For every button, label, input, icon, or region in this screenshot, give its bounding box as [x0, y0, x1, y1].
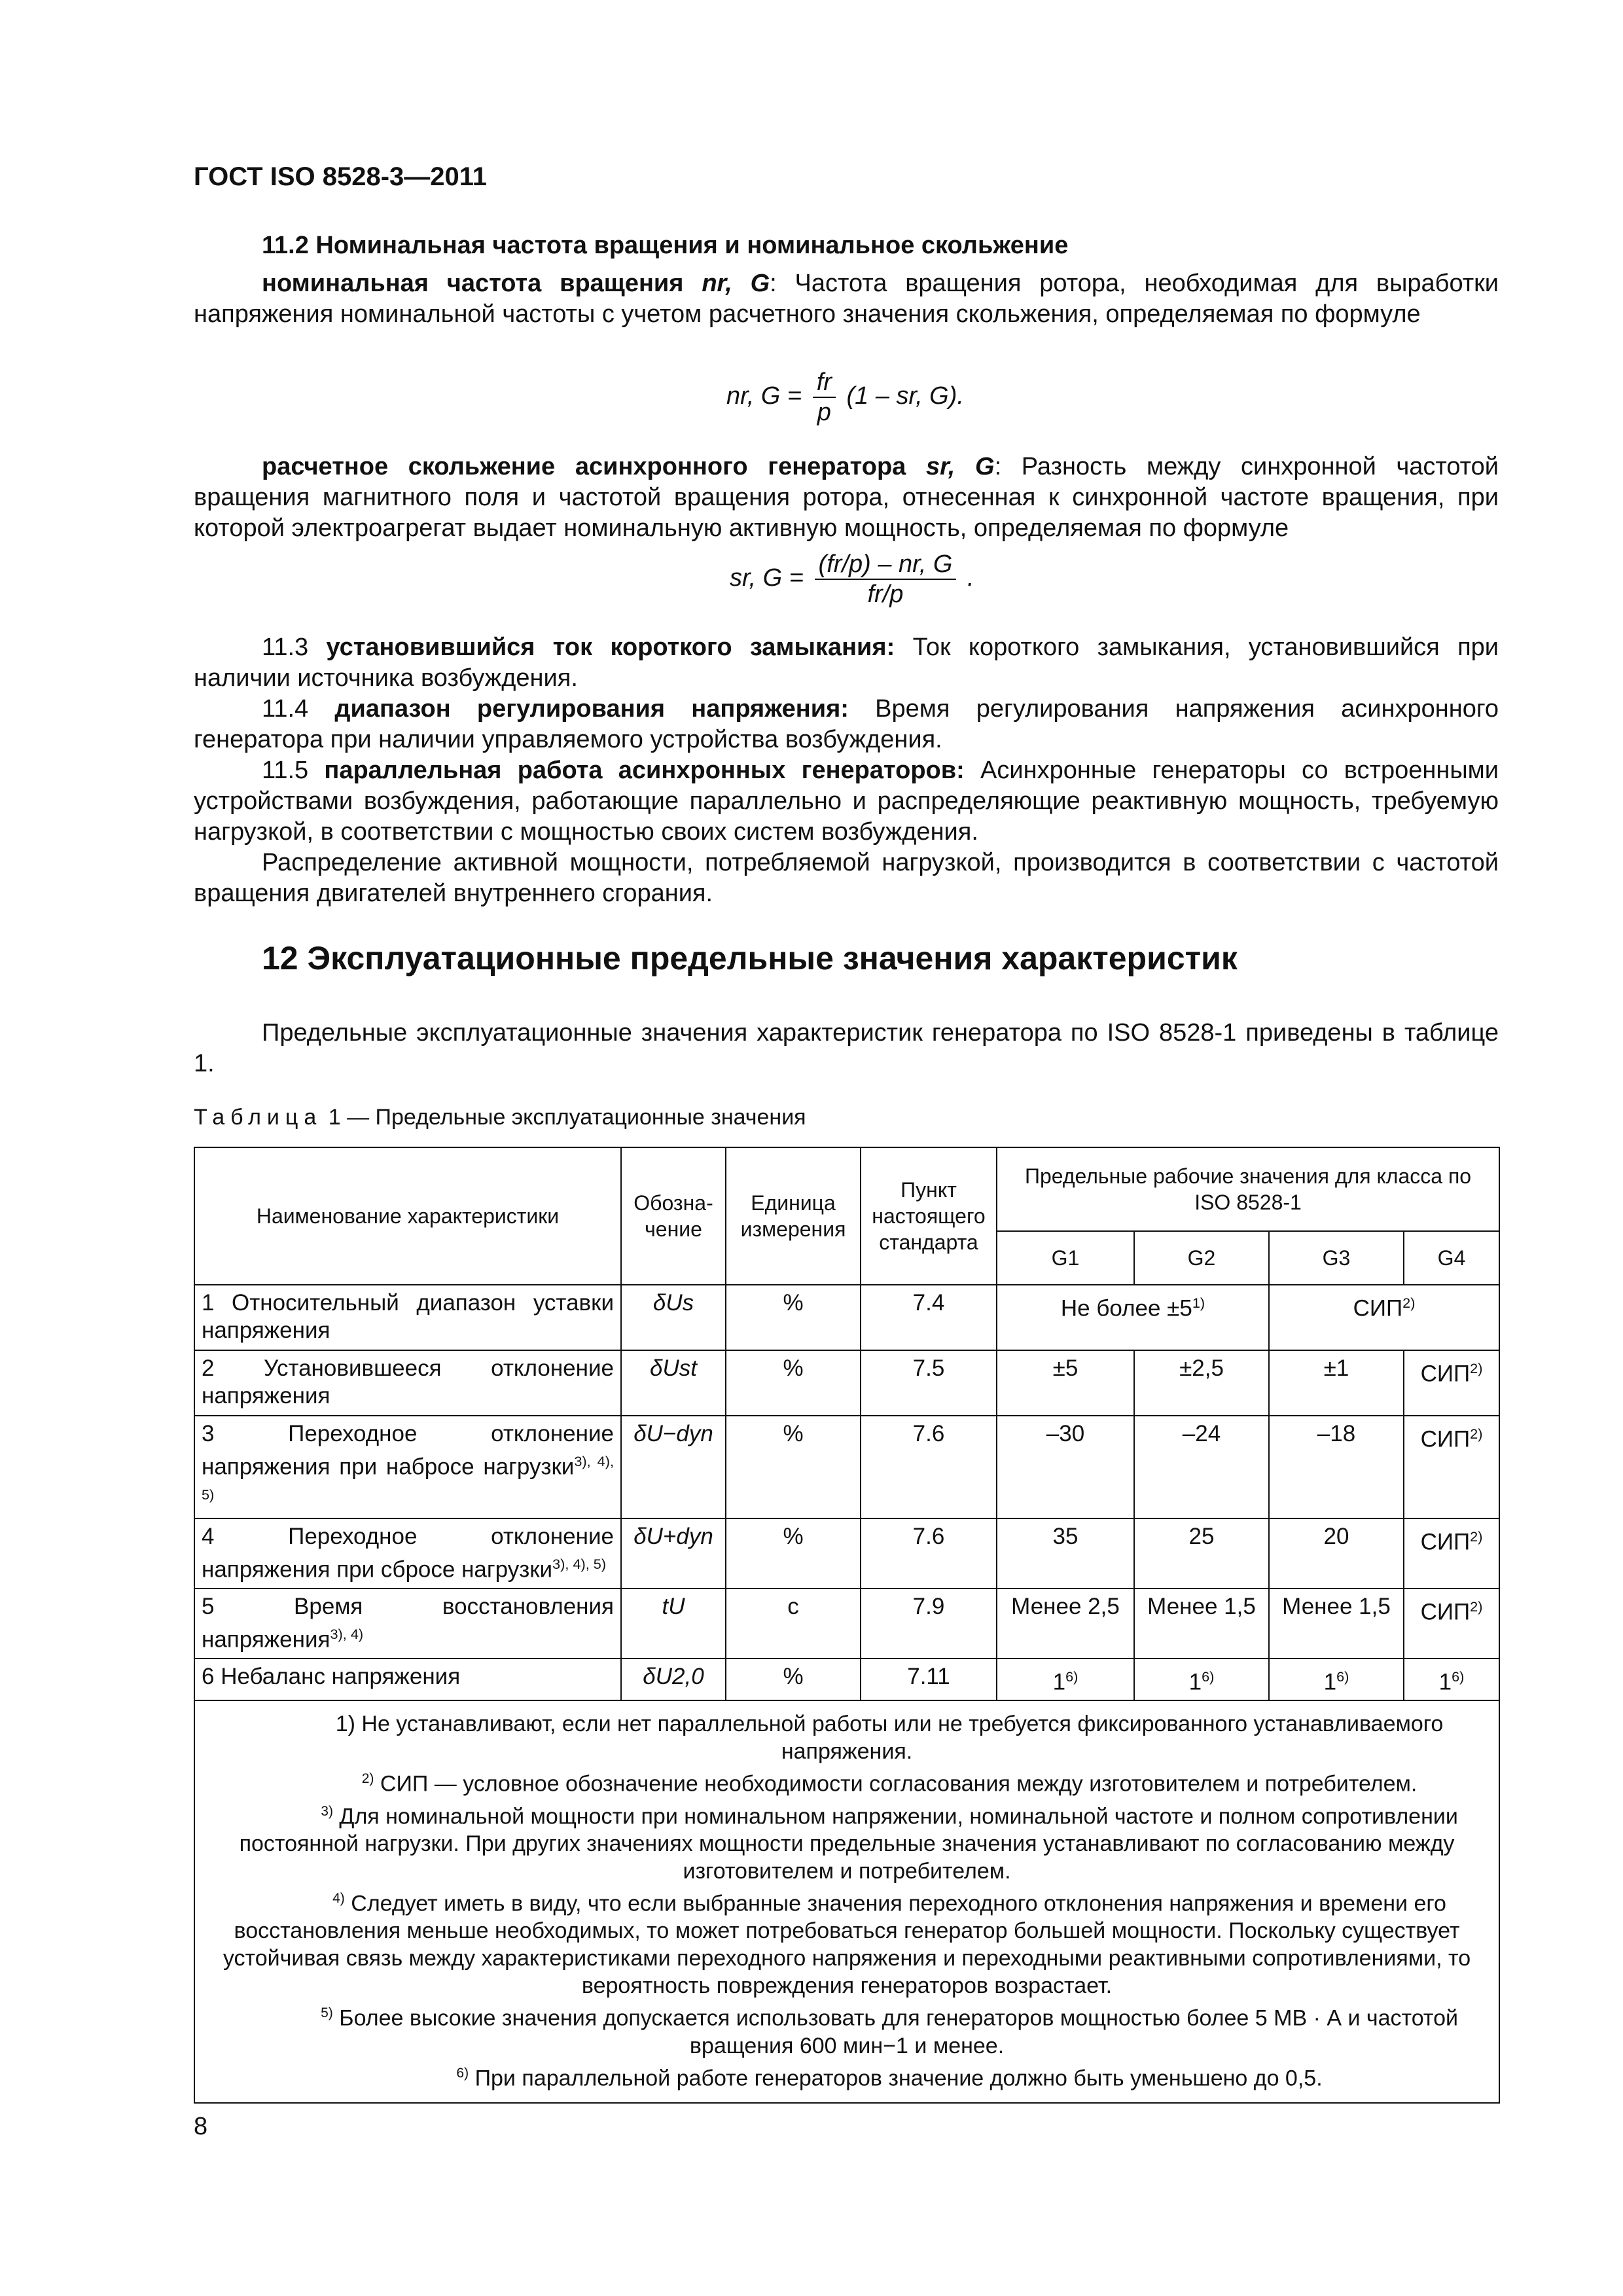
note-3 [209, 1798, 1484, 1885]
note-6-mark: 6) [456, 2065, 469, 2081]
row2-g4 [1404, 1350, 1499, 1416]
row5-g4-note: 2) [1470, 1598, 1483, 1615]
row6-name: 6 Небаланс напряжения [194, 1659, 621, 1701]
row4-g1: 35 [997, 1518, 1134, 1588]
row4-name-text: 4 Переходное отклонение напряжения при сбросе нагрузки [202, 1524, 614, 1583]
section-12-title: 12 Эксплуатационные предельные значения характеристик [262, 940, 1238, 977]
section-11-2-title: 11.2 Номинальная частота вращения и номинальное скольжение [262, 232, 1069, 259]
row6-g2-value: 1 [1188, 1669, 1202, 1695]
note-5 [209, 2000, 1484, 2059]
header-clause: Пункт настоящего стандарта [861, 1147, 997, 1285]
row4-g2: 25 [1134, 1518, 1269, 1588]
page-number: 8 [194, 2113, 208, 2140]
row5-symbol: tU [621, 1588, 726, 1659]
header-limits: Предельные рабочие значения для класса по ISO 8528-1 [997, 1147, 1499, 1231]
row3-unit: % [726, 1416, 861, 1518]
table-row [194, 1416, 1499, 1518]
note-1-mark: 1) [335, 1712, 355, 1737]
section-11-3-text: Ток короткого замыкания, установившийся при наличии источника возбуждения. [194, 634, 1499, 692]
header-name: Наименование характеристики [194, 1147, 621, 1285]
row5-name-notes: 3), 4) [330, 1625, 364, 1642]
row5-g4 [1404, 1588, 1499, 1659]
limits-table [194, 1147, 1500, 2104]
note-2-mark: 2) [361, 1771, 374, 1787]
header-g1: G1 [997, 1231, 1134, 1285]
table-notes [194, 1700, 1499, 2103]
note-5-text: Более высокие значения допускается использовать для генераторов мощностью более 5 МВ · А и частотой вращения 600 мин−1 и менее. [332, 2005, 1458, 2058]
row2-g4-note: 2) [1470, 1360, 1483, 1376]
section-11-4-number: 11.4 [262, 695, 309, 723]
row6-g3-note: 6) [1336, 1668, 1349, 1685]
row4-name-notes: 3), 4), 5) [552, 1556, 607, 1573]
table-caption [194, 1105, 806, 1130]
row5-unit: с [726, 1588, 861, 1659]
row2-symbol: δUst [621, 1350, 726, 1416]
row1-clause: 7.4 [861, 1285, 997, 1350]
row6-g3-value: 1 [1323, 1669, 1337, 1695]
table-row [194, 1518, 1499, 1588]
row4-g4 [1404, 1518, 1499, 1588]
row5-name [194, 1588, 621, 1659]
note-2 [209, 1765, 1484, 1797]
header-symbol: Обозна-чение [621, 1147, 726, 1285]
row6-g1-value: 1 [1052, 1669, 1066, 1695]
definition-rated-speed-text: : Частота вращения ротора, необходимая для выработки напряжения номинальной частоты с учетом расчетного значения скольжения, определяемая по формуле [194, 270, 1499, 328]
row6-clause: 7.11 [861, 1659, 997, 1701]
header-g4: G4 [1404, 1231, 1499, 1285]
row5-clause: 7.9 [861, 1588, 997, 1659]
formula-rated-speed-fraction [813, 368, 836, 427]
formula-rated-slip-denominator: fr/p [867, 581, 904, 608]
row4-unit: % [726, 1518, 861, 1588]
row3-g4-value: СИП [1420, 1426, 1471, 1452]
term-rated-speed-symbol: nr, G [702, 270, 770, 297]
row2-unit: % [726, 1350, 861, 1416]
formula-rated-slip-lhs: sr, G = [730, 564, 804, 592]
row4-name [194, 1518, 621, 1588]
row2-g1: ±5 [997, 1350, 1134, 1416]
row3-g4-note: 2) [1470, 1426, 1483, 1442]
row1-g1-g2 [997, 1285, 1269, 1350]
note-1-text: Не устанавливают, если нет параллельной работы или не требуется фиксированного устанавливаемого напряжения. [355, 1712, 1444, 1765]
row6-g3 [1269, 1659, 1404, 1701]
row4-g4-note: 2) [1470, 1528, 1483, 1545]
table-row [194, 1350, 1499, 1416]
row3-name-text: 3 Переходное отклонение напряжения при набросе нагрузки [202, 1421, 614, 1480]
row6-g1 [997, 1659, 1134, 1701]
section-11-4-term: диапазон регулирования напряжения: [334, 695, 849, 723]
formula-rated-speed [726, 368, 964, 427]
formula-rated-speed-tail: (1 – sr, G). [846, 382, 964, 410]
section-11-4 [194, 694, 1499, 755]
row1-g3-g4 [1269, 1285, 1499, 1350]
row6-g4 [1404, 1659, 1499, 1701]
section-11-5-number: 11.5 [262, 757, 309, 784]
row2-g3: ±1 [1269, 1350, 1404, 1416]
formula-rated-speed-numerator: fr [813, 368, 836, 398]
row2-name: 2 Установившееся отклонение напряжения [194, 1350, 621, 1416]
row6-g2-note: 6) [1202, 1668, 1215, 1685]
section-11-4-text: Время регулирования напряжения асинхронного генератора при наличии управляемого устройства возбуждения. [194, 695, 1499, 753]
note-2-text: СИП — условное обозначение необходимости согласования между изготовителем и потребителем. [374, 1771, 1418, 1797]
row1-g12-value: Не более ±5 [1060, 1295, 1192, 1321]
header-unit: Единица измерения [726, 1147, 861, 1285]
row6-g4-note: 6) [1452, 1668, 1465, 1685]
note-6-text: При параллельной работе генераторов значение должно быть уменьшено до 0,5. [469, 2065, 1323, 2090]
note-5-mark: 5) [321, 2005, 333, 2021]
row3-g3: –18 [1269, 1416, 1404, 1518]
section-11-3-number: 11.3 [262, 634, 309, 661]
row6-g1-note: 6) [1065, 1668, 1079, 1685]
table-notes-row [194, 1700, 1499, 2103]
table-row [194, 1659, 1499, 1701]
row2-clause: 7.5 [861, 1350, 997, 1416]
formula-rated-speed-lhs: nr, G = [726, 382, 802, 410]
note-3-mark: 3) [321, 1803, 333, 1819]
term-rated-slip-symbol: sr, G [925, 453, 995, 480]
row3-clause: 7.6 [861, 1416, 997, 1518]
document-header: ГОСТ ISO 8528-3—2011 [194, 162, 488, 191]
note-4-mark: 4) [332, 1890, 345, 1906]
row1-symbol: δUs [621, 1285, 726, 1350]
row6-g2 [1134, 1659, 1269, 1701]
header-g2: G2 [1134, 1231, 1269, 1285]
row4-g3: 20 [1269, 1518, 1404, 1588]
row3-symbol: δU−dyn [621, 1416, 726, 1518]
row4-clause: 7.6 [861, 1518, 997, 1588]
row5-name-text: 5 Время восстановления напряжения [202, 1593, 614, 1653]
row1-name: 1 Относительный диапазон уставки напряжения [194, 1285, 621, 1350]
table-row [194, 1588, 1499, 1659]
section-11-5 [194, 755, 1499, 848]
row1-g34-note: 2) [1402, 1295, 1416, 1311]
formula-rated-slip [730, 550, 974, 609]
row3-g4 [1404, 1416, 1499, 1518]
row6-symbol: δU2,0 [621, 1659, 726, 1701]
row3-g2: –24 [1134, 1416, 1269, 1518]
row4-symbol: δU+dyn [621, 1518, 726, 1588]
definition-rated-speed [194, 268, 1499, 330]
row5-g1: Менее 2,5 [997, 1588, 1134, 1659]
definition-rated-slip-text: : Разность между синхронной частотой вращения магнитного поля и частотой вращения ротора, отнесенная к синхронной частоте вращения, при которой электроагрегат выдает номинальную активную мощность, определяемая по формуле [194, 453, 1499, 542]
row5-g2: Менее 1,5 [1134, 1588, 1269, 1659]
header-g3: G3 [1269, 1231, 1404, 1285]
row3-name-notes: 3), 4), 5) [202, 1453, 614, 1503]
formula-rated-slip-tail: . [967, 564, 974, 592]
section-11-5-text: Асинхронные генераторы со встроенными устройствами возбуждения, работающие параллельно и распределяющие реактивную мощность, требуемую нагрузкой, в соответствии с мощностью своих систем возбуждения. [194, 757, 1499, 846]
row3-name [194, 1416, 621, 1518]
table-caption-text: 1 — Предельные эксплуатационные значения [322, 1105, 806, 1130]
paragraph-active-power: Распределение активной мощности, потребляемой нагрузкой, производится в соответствии с частотой вращения двигателей внутреннего сгорания. [194, 849, 1499, 907]
row4-g4-value: СИП [1420, 1529, 1471, 1555]
row1-g34-value: СИП [1353, 1295, 1403, 1321]
formula-rated-slip-numerator: (fr/p) – nr, G [815, 550, 957, 580]
section-11-3 [194, 632, 1499, 694]
section-11-3-term: установившийся ток короткого замыкания: [326, 634, 895, 661]
table-row [194, 1285, 1499, 1350]
row6-unit: % [726, 1659, 861, 1701]
formula-rated-speed-denominator: p [817, 399, 831, 426]
row6-g4-value: 1 [1438, 1669, 1452, 1695]
row1-unit: % [726, 1285, 861, 1350]
note-3-text: Для номинальной мощности при номинальном напряжении, номинальной частоте и полном сопротивлении постоянной нагрузки. При других значениях мощности предельные значения устанавливают по согласованию между изготовителем и потребителем. [239, 1803, 1458, 1884]
note-4 [209, 1885, 1484, 2000]
row5-g3: Менее 1,5 [1269, 1588, 1404, 1659]
row5-g4-value: СИП [1420, 1599, 1471, 1625]
note-6 [209, 2060, 1484, 2092]
table-caption-prefix: Таблица [194, 1105, 323, 1130]
row2-g2: ±2,5 [1134, 1350, 1269, 1416]
note-1 [209, 1710, 1484, 1765]
row2-g4-value: СИП [1420, 1361, 1471, 1387]
row3-g1: –30 [997, 1416, 1134, 1518]
definition-rated-slip [194, 452, 1499, 544]
row1-g12-note: 1) [1192, 1295, 1205, 1311]
formula-rated-slip-fraction [815, 550, 957, 609]
note-4-text: Следует иметь в виду, что если выбранные значения переходного отклонения напряжения и времени его восстановления меньше необходимых, то может потребоваться генератор большей мощности. Поскольку существует устойчивая связь между характеристиками переходного напряжения и переходными реактивными сопротивлениями, то вероятность повреждения генераторов возрастает. [223, 1891, 1471, 1999]
section-12-intro: Предельные эксплуатационные значения характеристик генератора по ISO 8528-1 приведены в таблице 1. [194, 1019, 1499, 1077]
term-rated-speed: номинальная частота вращения [262, 270, 684, 297]
section-11-5-term: параллельная работа асинхронных генераторов: [324, 757, 965, 784]
term-rated-slip: расчетное скольжение асинхронного генератора [262, 453, 906, 480]
